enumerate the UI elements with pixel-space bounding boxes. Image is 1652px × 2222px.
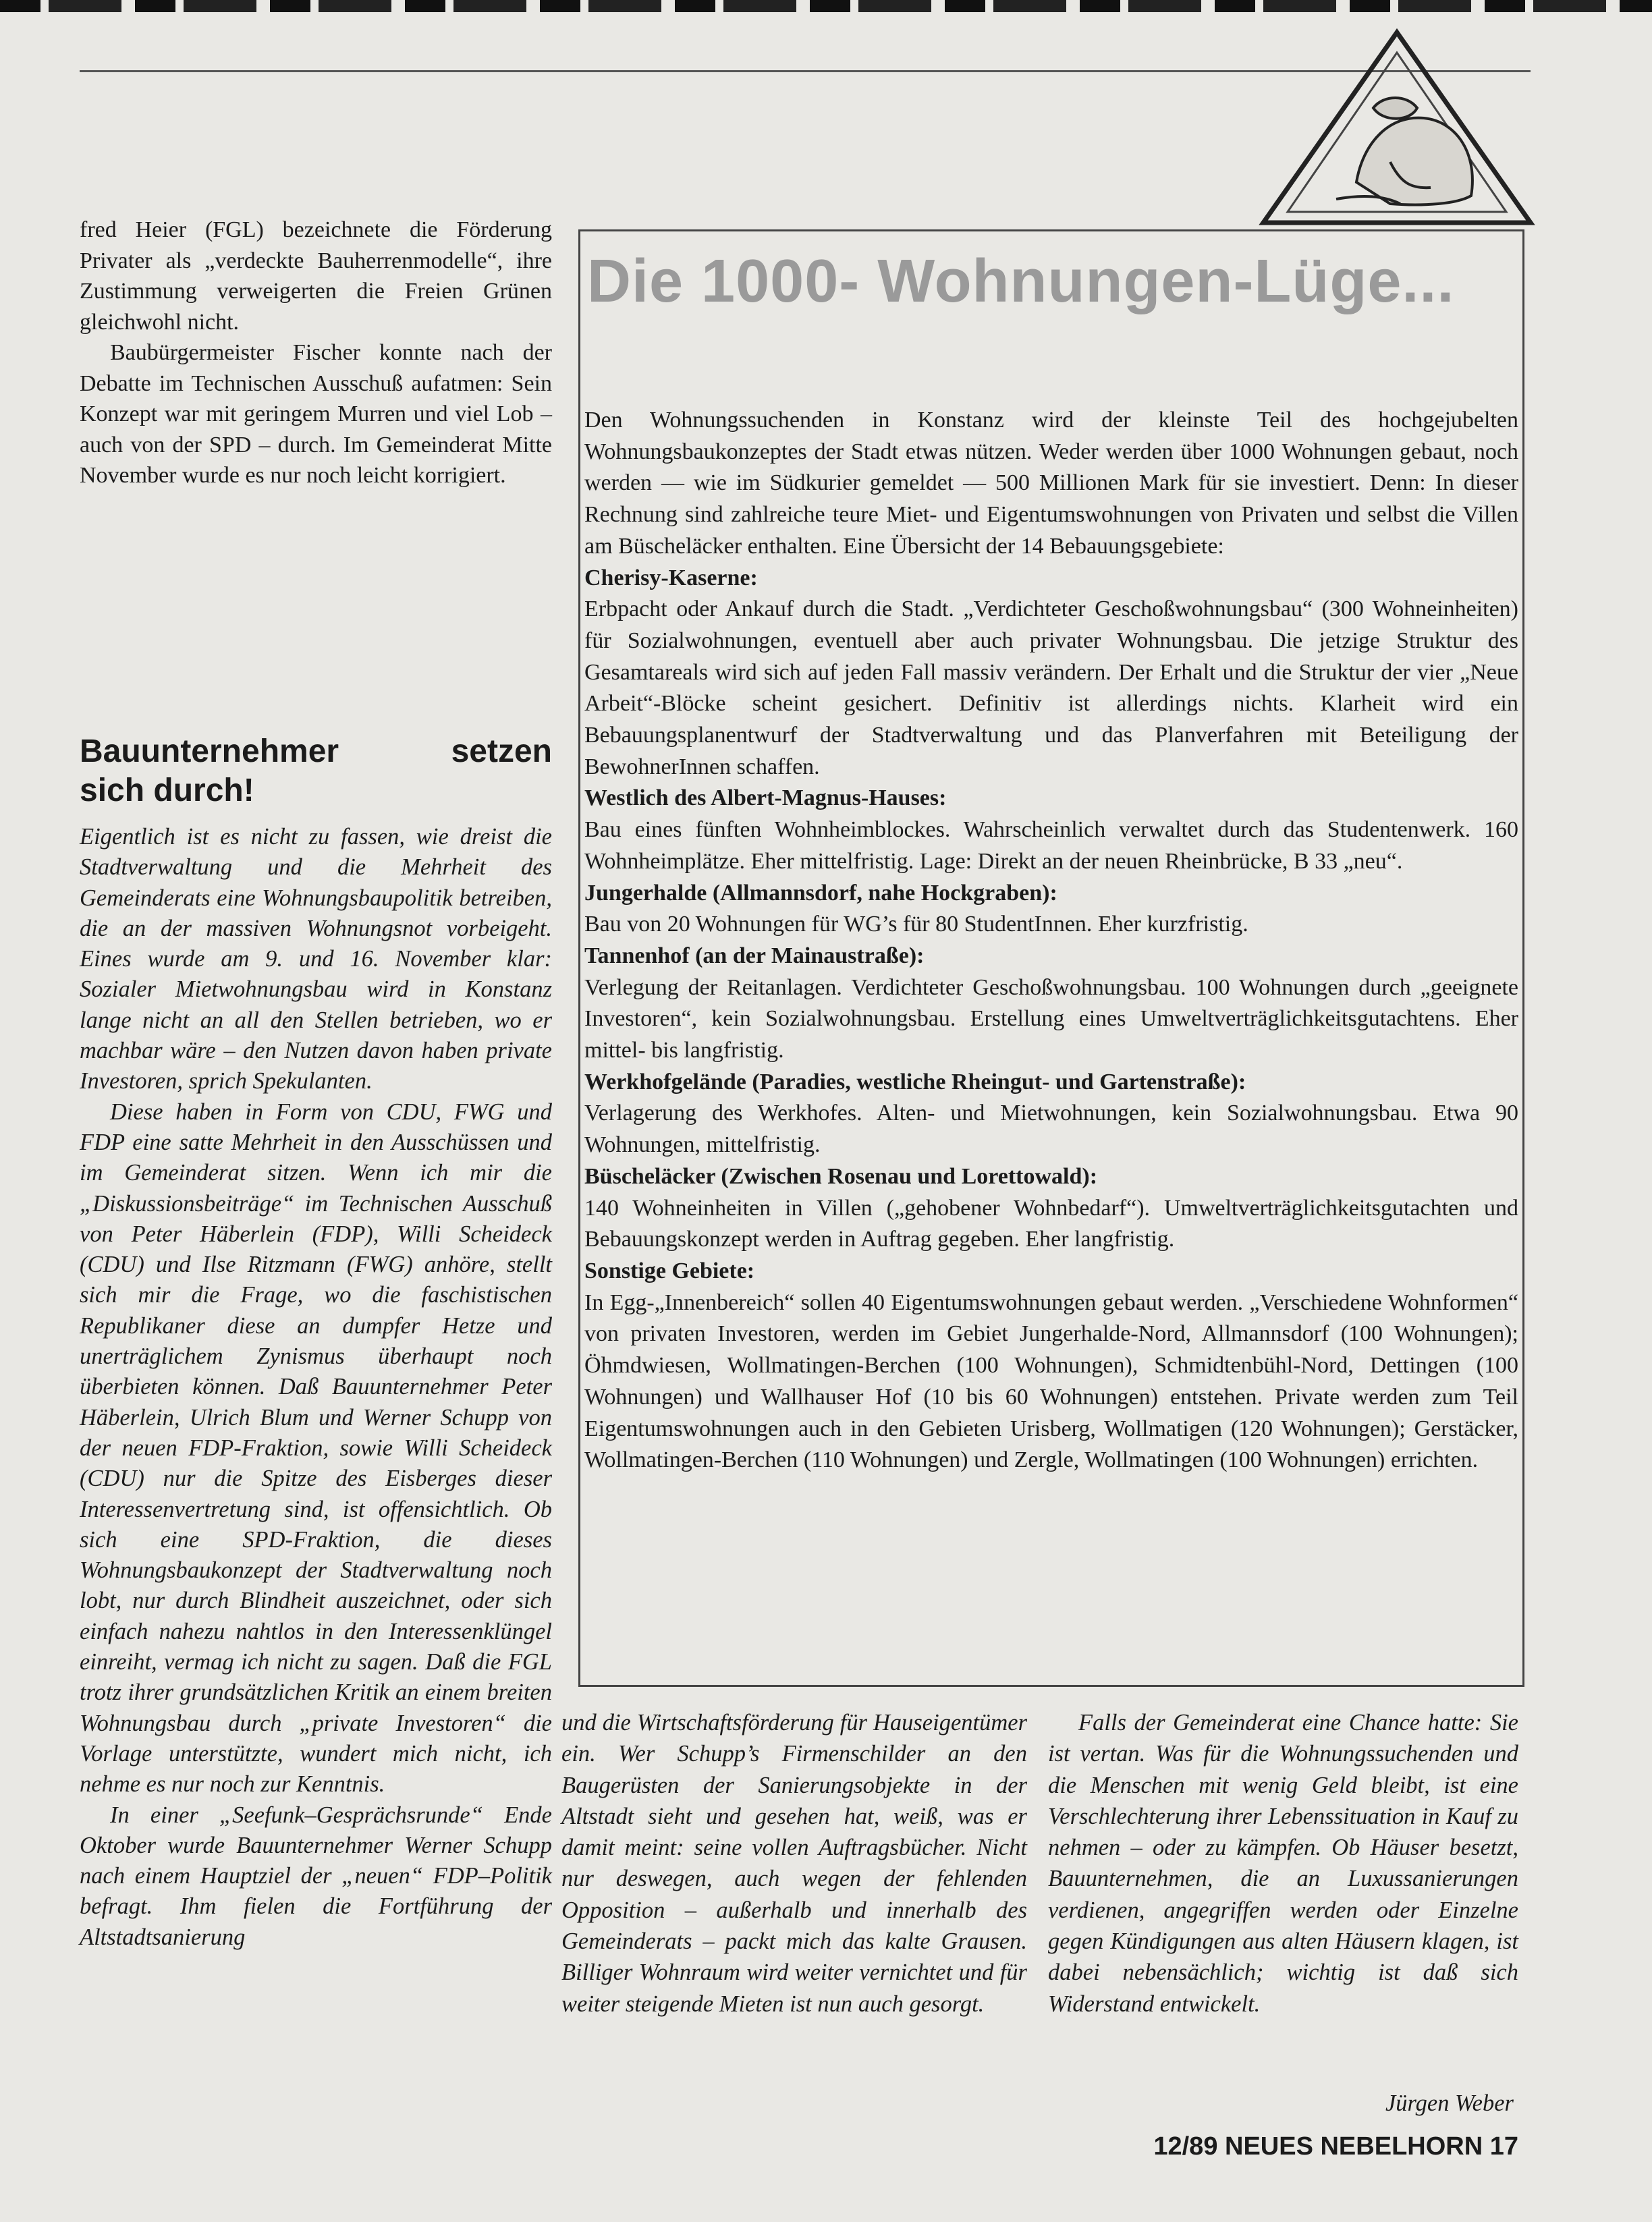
area-text: Bau von 20 Wohnungen für WG’s für 80 StudentInnen. Eher kurzfristig. [584,912,1248,937]
commentary-paragraph-1: Eigentlich ist es nicht zu fassen, wie dreist die Stadtverwaltung und die Mehrheit des Gemeinderats eine Wohnungsbaupolitik betreiben, die an der massiven Wohnungsnot vorbeigeht. Eines wurde am 9. und 16. November klar: Sozialer Mietwohnungsbau wird in Konstanz lange nicht an all den Stellen betrieben, wo er machbar wäre – den Nutzen davon haben private Investoren, sprich Spekulanten. [80,824,552,1094]
left-intro-text [80,215,552,491]
area-text: Verlagerung des Werkhofes. Alten- und Mietwohnungen, kein Sozialwohnungsbau. Etwa 90 Wohnungen, mittelfristig. [584,1101,1518,1158]
left-intro-paragraph-2: Baubürgermeister Fischer konnte nach der Debatte im Technischen Ausschuß aufatmen: Sein Konzept war mit geringem Murren und viel Lob – auch von der SPD – durch. Im Gemeinderat Mitte November wurde es nur noch leicht korrigiert. [80,340,552,488]
left-commentary [80,822,552,1953]
box-intro: Den Wohnungssuchenden in Konstanz wird der kleinste Teil des hochgejubelten Wohnungsbaukonzeptes der Stadt etwas nützen. Weder werden über 1000 Wohnungen gebaut, noch werden — wie im Südkurier gemeldet — 500 Millionen Mark für sie investiert. Denn: In dieser Rechnung sind zahlreiche teure Miet- und Eigentumswohnungen von Privaten und selbst die Villen am Büscheläcker enthalten. Eine Übersicht der 14 Bebauungsgebiete: [584,408,1518,559]
left-intro-paragraph-1: fred Heier (FGL) bezeichnete die Förderung Privater als „verdeckte Bauherrenmodelle“, ihre Zustimmung verweigerten die Freien Grünen gleichwohl nicht. [80,217,552,335]
middle-column [561,1707,1027,2020]
area-heading: Werkhofgelände (Paradies, westliche Rheingut- und Gartenstraße): [584,1069,1246,1094]
commentary-paragraph-2: Diese haben in Form von CDU, FWG und FDP eine satte Mehrheit in den Ausschüssen und im Gemeinderat sitzen. Wenn ich mir die „Diskussionsbeiträge“ im Technischen Ausschuß von Peter Häberlein (FDP), Willi Scheideck (CDU) und Ilse Ritzmann (FWG) anhöre, stellt sich mir die Frage, wo die faschistischen Republikaner diese an dumpfer Hetze und unerträglichem Zynismus überhaupt noch überbieten können. Daß Bauunternehmer Peter Häberlein, Ulrich Blum und Werner Schupp von der neuen FDP-Fraktion, sowie Willi Scheideck (CDU) nur die Spitze des Eisberges dieser Interessenvertretung sind, ist offensichtlich. Ob sich eine SPD-Fraktion, die dieses Wohnungsbaukonzept der Stadtverwaltung noch lobt, nur durch Blindheit auszeichnet, oder sich einfach nahezu nahtlos in den Interessenklüngel einreiht, vermag ich nicht zu sagen. Daß die FGL trotz ihrer grundsätzlichen Kritik an einem breiten Wohnungsbau durch „private Investoren“ die Vorlage unterstützte, wundert mich nicht, ich nehme es nur noch zur Kenntnis. [80,1099,552,1798]
area-heading: Sonstige Gebiete: [584,1258,755,1283]
page-footer: 12/89 NEUES NEBELHORN 17 [1153,2132,1518,2161]
box-title: Die 1000- Wohnungen-Lüge... [587,248,1455,315]
section-heading-line-2: sich durch! [80,773,254,808]
area-heading: Cherisy-Kaserne: [584,565,758,590]
right-column [1048,1707,1518,2020]
area-text: 140 Wohneinheiten in Villen („gehobener Wohnbedarf“). Umweltverträglichkeitsgutachten und Bebauungskonzept werden in Auftrag gegeben. Eher langfristig. [584,1195,1518,1252]
area-heading: Westlich des Albert-Magnus-Hauses: [584,785,947,811]
area-text: Verlegung der Reitanlagen. Verdichteter Geschoßwohnungsbau. 100 Wohnungen durch „geeignete Investoren“, kein Sozialwohnungsbau. Erstellung eines Umweltverträglichkeitsgutachtens. Eher mittel- bis langfristig. [584,974,1518,1063]
right-column-text: Falls der Gemeinderat eine Chance hatte: Sie ist vertan. Was für die Wohnungssuchenden und die Menschen mit wenig Geld bleibt, ist eine Verschlechterung ihrer Lebenssituation in Kauf zu nehmen – oder zu kämpfen. Ob Häuser besetzt, Bauunternehmen, die an Luxussanierungen verdienen, angegriffen werden oder Einzelne gegen Kündigungen aus alten Häusern klagen, ist dabei nebensächlich; wichtig ist daß sich Widerstand entwickelt. [1048,1710,1518,2017]
area-heading: Jungerhalde (Allmannsdorf, nahe Hockgraben): [584,880,1057,906]
section-heading-word-2: setzen [451,733,552,769]
area-text: In Egg-„Innenbereich“ sollen 40 Eigentumswohnungen gebaut werden. „Verschiedene Wohnformen“ von privaten Investoren, werden im Gebiet Jungerhalde-Nord, Allmannsdorf (100 Wohnungen); Öhmdwiesen, Wollmatingen-Berchen (100 Wohnungen), Schmidtenbühl-Nord, Dettingen (100 Wohnungen) und Wallhauser Hof (10 bis 60 Wohnungen) entstehen. Private werden zum Teil Eigentumswohnungen auch in den Gebieten Urisberg, Wollmatigen (120 Wohnungen); Gerstäcker, Wollmatingen-Berchen (110 Wohnungen) und Zergle, Wollmatingen (100 Wohnungen) errichten. [584,1289,1518,1473]
triangle-figure-logo [1255,27,1539,229]
middle-column-text: und die Wirtschaftsförderung für Hauseigentümer ein. Wer Schupp’s Firmenschilder an den Baugerüsten der Sanierungsobjekte in der Altstadt sieht und gesehen hat, weiß, was er damit meint: seine vollen Auftragsbücher. Nicht nur deswegen, auch wegen der fehlenden Opposition – außerhalb und innerhalb des Gemeinderats – packt mich das kalte Grausen. Billiger Wohnraum wird weiter vernichtet und für weiter steigende Mieten ist nun auch gesorgt. [561,1710,1027,2017]
commentary-paragraph-3: In einer „Seefunk–Gesprächsrunde“ Ende Oktober wurde Bauunternehmer Werner Schupp nach einem Hauptziel der „neuen“ FDP–Politik befragt. Ihm fielen die Fortführung der Altstadtsanierung [80,1802,552,1950]
author-signature: Jürgen Weber [1385,2090,1514,2116]
box-body [584,405,1518,1476]
area-heading: Büscheläcker (Zwischen Rosenau und Lorettowald): [584,1163,1098,1189]
section-heading-word-1: Bauunternehmer [80,733,339,769]
area-heading: Tannenhof (an der Mainaustraße): [584,943,925,968]
area-text: Erbpacht oder Ankauf durch die Stadt. „Verdichteter Geschoßwohnungsbau“ (300 Wohneinheiten) für Sozialwohnungen, eventuell aber auch privater Wohnungsbau. Die jetzige Struktur des Gesamtareals wird sich auf jeden Fall massiv verändern. Der Erhalt und die Struktur der vier „Neue Arbeit“-Blöcke scheint gesichert. Definitiv ist allerdings nichts. Klarheit wird ein Bebauungsplanentwurf der Stadtverwaltung und das Planverfahren mit Beteiligung der BewohnerInnen schaffen. [584,596,1518,779]
area-text: Bau eines fünften Wohnheimblockes. Wahrscheinlich verwaltet durch das Studentenwerk. 160 Wohnheimplätze. Eher mittelfristig. Lage: Direkt an der neuen Rheinbrücke, B 33 „neu“. [584,817,1518,874]
top-border-strip [0,0,1652,12]
section-heading [80,732,552,810]
